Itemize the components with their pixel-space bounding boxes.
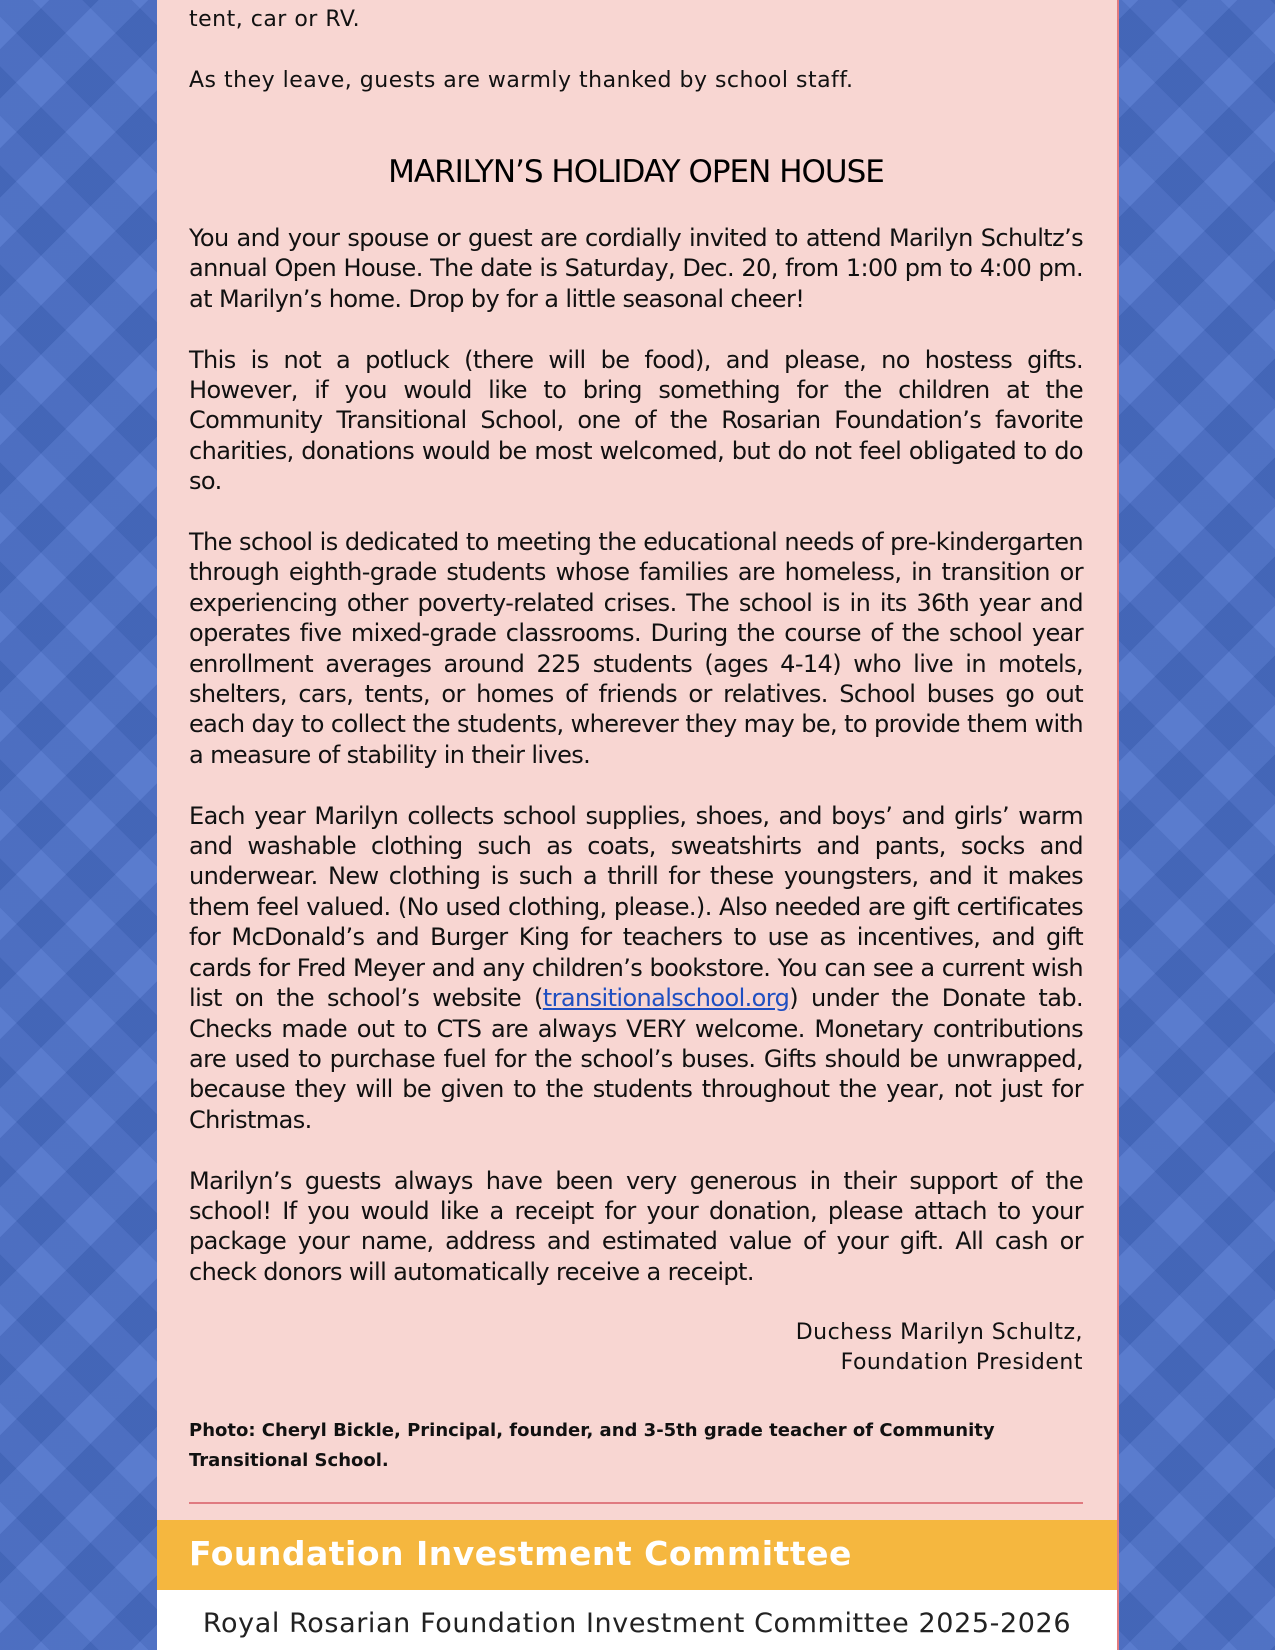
intro-line-2: As they leave, guests are warmly thanked by school staff. — [189, 68, 854, 93]
photo-caption: Photo: Cheryl Bickle, Principal, founder, and 3-5th grade teacher of Community Transitional School. — [189, 1420, 995, 1471]
wish-list-text-start: Each year Marilyn collects school supplies, shoes, and boys’ and girls’ warm and washable clothing such as coats, sweatshirts and pants, socks and underwear. New clothing is such a thrill for these youngsters, and it makes them feel valued. (No used clothing, please.). Also needed are gift certificates for McDonald’s and Burger King for teachers to use as incentives, and gift cards for Fred Meyer and any children’s bookstore. You can see a current wish list on the school’s website ( — [189, 801, 1083, 1013]
wish-list-text-end: ) under the Donate tab. Checks made out to CTS are always VERY welcome. Monetary contributions are used to purchase fuel for the school’s buses. Gifts should be unwrapped, because they will be given to the students throughout the year, not just for Christmas. — [189, 984, 1083, 1134]
paragraph-invitation: You and your spouse or guest are cordially invited to attend Marilyn Schultz’s annual Open House. The date is Saturday, Dec. 20, from 1:00 pm to 4:00 pm. at Marilyn’s home. Drop by for a little seasonal cheer! — [189, 224, 1083, 313]
intro-section — [189, 6, 1083, 128]
open-house-body — [189, 223, 1083, 1318]
section-divider — [189, 1502, 1083, 1504]
school-website-link[interactable]: transitionalschool.org — [542, 984, 790, 1013]
paragraph-school-info: The school is dedicated to meeting the educational needs of pre-kindergarten through eighth-grade students whose families are homeless, in transition or experiencing other poverty-related crises. The school is in its 36th year and operates five mixed-grade classrooms. During the course of the school year enrollment averages around 225 students (ages 4-14) who live in motels, shelters, cars, tents, or homes of friends or relatives. School buses go out each day to collect the students, wherever they may be, to provide them with a measure of stability in their lives. — [189, 528, 1083, 769]
intro-line-1: tent, car or RV. — [189, 7, 361, 32]
committee-banner — [157, 1520, 1117, 1590]
signature-name: Duchess Marilyn Schultz, — [795, 1320, 1083, 1345]
committee-subtitle: Royal Rosarian Foundation Investment Committee 2025-2026 — [202, 1608, 1072, 1639]
newsletter-panel — [157, 0, 1119, 1650]
paragraph-receipts: Marilyn’s guests always have been very generous in their support of the school! If you would like a receipt for your donation, please attach to your package your name, address and estimated value of your gift. All cash or check donors will automatically receive a receipt. — [189, 1166, 1083, 1286]
signature-block — [189, 1318, 1083, 1378]
committee-banner-title: Foundation Investment Committee — [189, 1534, 852, 1573]
paragraph-wish-list — [189, 801, 1083, 1135]
committee-subtitle-band — [157, 1590, 1117, 1650]
open-house-heading: MARILYN’S HOLIDAY OPEN HOUSE — [388, 154, 884, 190]
paragraph-donations: This is not a potluck (there will be food), and please, no hostess gifts. However, if you would like to bring something for the children at the Community Transitional School, one of the Rosarian Foundation’s favorite charities, donations would be most welcomed, but do not feel obligated to do so. — [189, 345, 1083, 496]
signature-title: Foundation President — [840, 1350, 1083, 1375]
